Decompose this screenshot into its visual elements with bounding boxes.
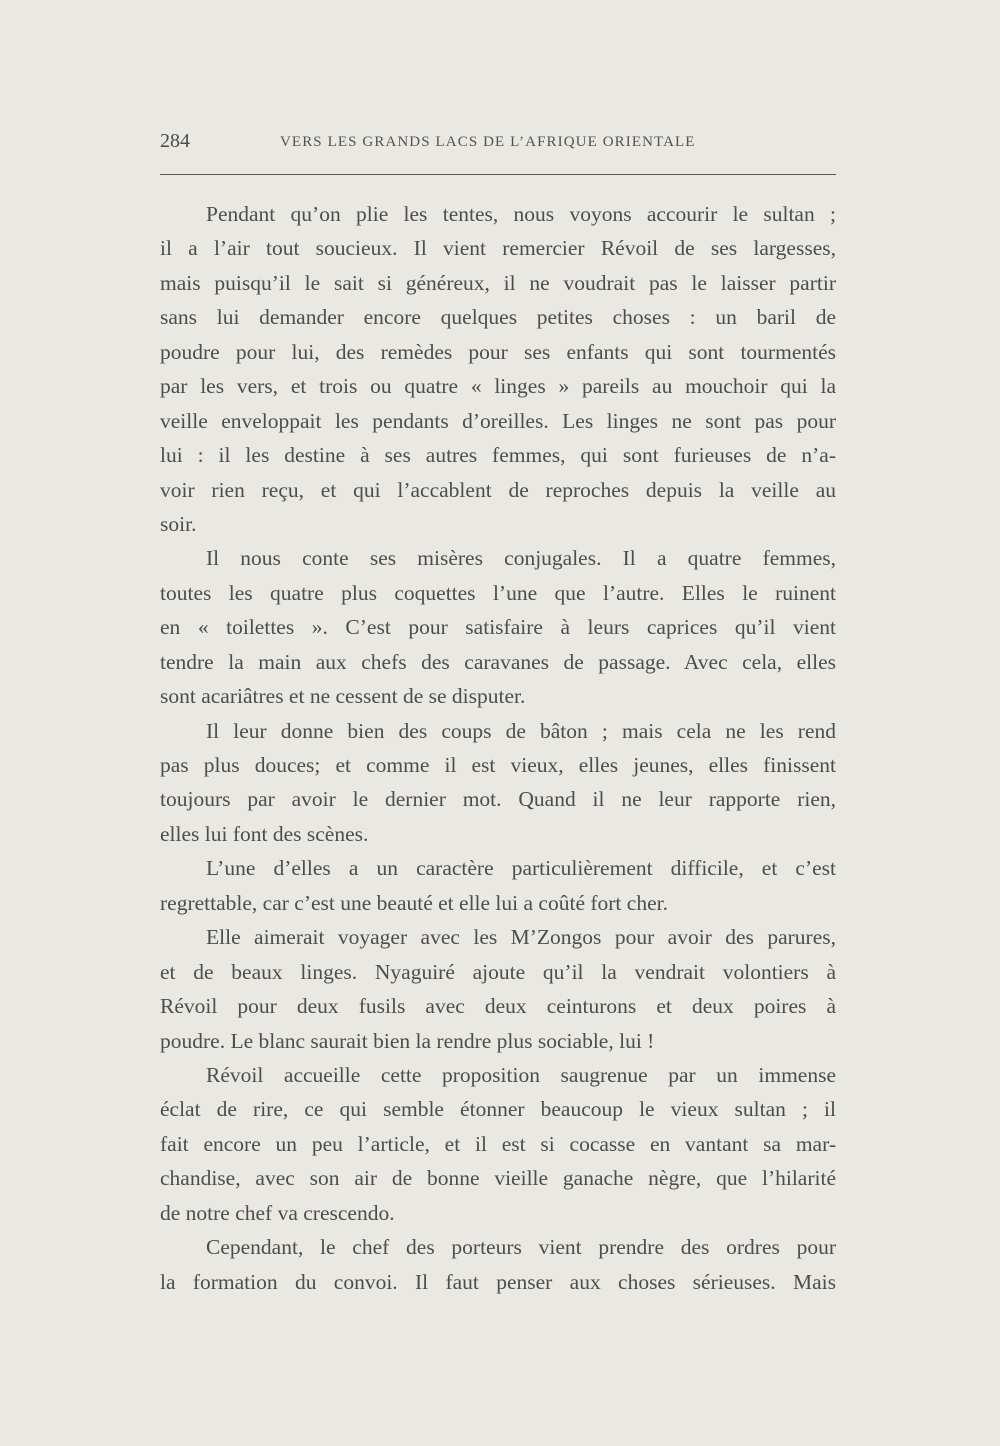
text-line: tendre la main aux chefs des caravanes de passage. Avec cela, elles (160, 649, 836, 674)
header-rule (160, 174, 836, 175)
text-line: de notre chef va crescendo. (160, 1200, 395, 1225)
text-line: soir. (160, 511, 197, 536)
text-line: poudre. Le blanc saurait bien la rendre plus sociable, lui ! (160, 1028, 655, 1053)
text-line: Révoil pour deux fusils avec deux ceinturons et deux poires à (160, 994, 836, 1019)
text-line: éclat de rire, ce qui semble étonner beaucoup le vieux sultan ; il (160, 1097, 836, 1122)
text-line: poudre pour lui, des remèdes pour ses enfants qui sont tourmentés (160, 339, 836, 364)
text-line: lui : il les destine à ses autres femmes, qui sont furieuses de n’a- (160, 443, 836, 468)
text-line: chandise, avec son air de bonne vieille ganache nègre, que l’hilarité (160, 1166, 836, 1191)
text-line: Pendant qu’on plie les tentes, nous voyons accourir le sultan ; (206, 202, 836, 226)
text-line: il a l’air tout soucieux. Il vient remercier Révoil de ses largesses, (160, 236, 836, 261)
text-line: Il leur donne bien des coups de bâton ; mais cela ne les rend (206, 718, 836, 743)
text-line: Cependant, le chef des porteurs vient prendre des ordres pour (206, 1235, 836, 1260)
text-line: voir rien reçu, et qui l’accablent de reproches depuis la veille au (160, 477, 836, 502)
text-line: sans lui demander encore quelques petites choses : un baril de (160, 305, 836, 330)
text-line: Révoil accueille cette proposition saugrenue par un immense (206, 1062, 836, 1087)
page-header (160, 128, 836, 158)
text-line: Elle aimerait voyager avec les M’Zongos pour avoir des parures, (206, 925, 836, 950)
text-line: Il nous conte ses misères conjugales. Il a quatre femmes, (206, 546, 836, 571)
text-line: toutes les quatre plus coquettes l’une que l’autre. Elles le ruinent (160, 580, 836, 605)
running-title: VERS LES GRANDS LACS DE L’AFRIQUE ORIENTALE (280, 134, 696, 150)
page-number: 284 (160, 130, 190, 152)
text-line: veille enveloppait les pendants d’oreilles. Les linges ne sont pas pour (160, 408, 836, 433)
text-line: fait encore un peu l’article, et il est si cocasse en vantant sa mar- (160, 1131, 836, 1156)
text-line: elles lui font des scènes. (160, 821, 369, 846)
text-line: regrettable, car c’est une beauté et elle lui a coûté fort cher. (160, 890, 668, 915)
text-line: en « toilettes ». C’est pour satisfaire à leurs caprices qu’il vient (160, 615, 836, 640)
text-line: et de beaux linges. Nyaguiré ajoute qu’il la vendrait volontiers à (160, 959, 836, 984)
text-line: pas plus douces; et comme il est vieux, elles jeunes, elles finissent (160, 753, 836, 777)
text-line: par les vers, et trois ou quatre « linges » pareils au mouchoir qui la (160, 374, 836, 399)
text-line: mais puisqu’il le sait si généreux, il ne voudrait pas le laisser partir (160, 270, 836, 295)
body-text (160, 197, 836, 1299)
text-line: L’une d’elles a un caractère particulièrement difficile, et c’est (206, 856, 836, 881)
text-line: toujours par avoir le dernier mot. Quand il ne leur rapporte rien, (160, 787, 836, 812)
text-line: sont acariâtres et ne cessent de se disputer. (160, 684, 526, 709)
text-line: la formation du convoi. Il faut penser aux choses sérieuses. Mais (160, 1269, 836, 1294)
